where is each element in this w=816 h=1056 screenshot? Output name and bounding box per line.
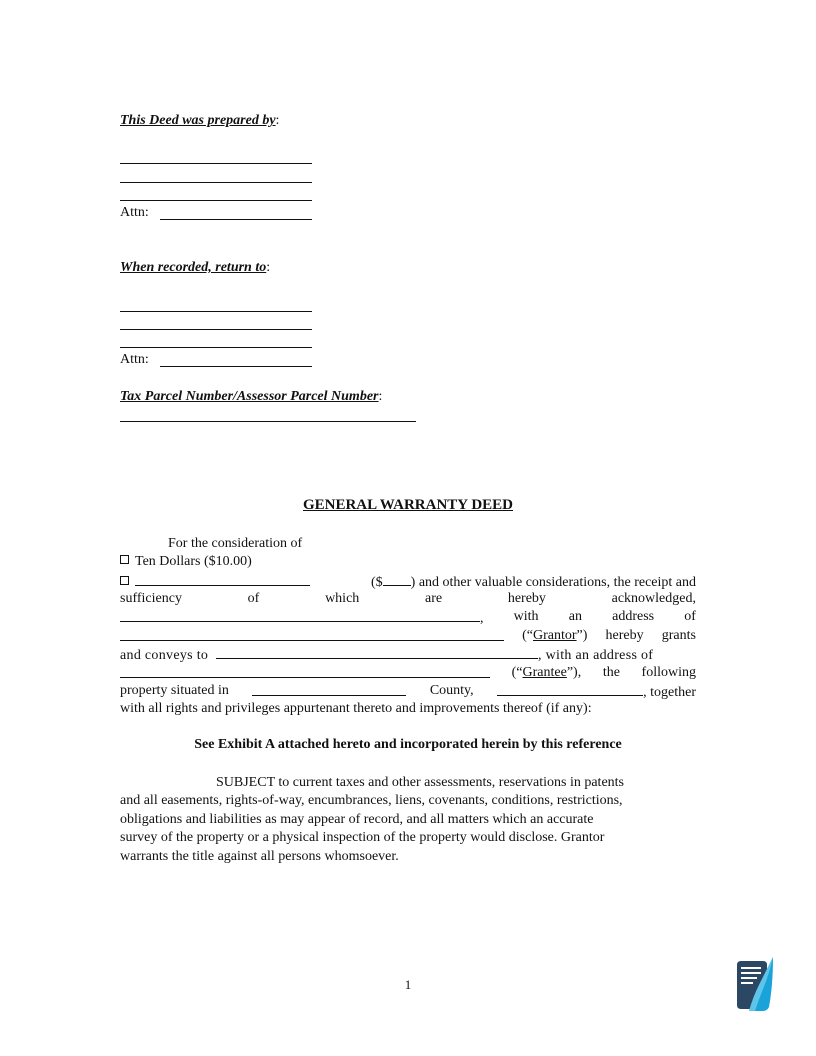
word: the [602,665,620,680]
consideration-description-blank[interactable] [135,572,310,586]
word: which [325,591,360,606]
deed-line-3 [120,608,696,626]
amount-open: ($ [370,575,383,590]
return-to-attn-line[interactable] [160,366,312,367]
subject-line-4: survey of the property or a physical inspection of the property would disclose. Grantor [120,830,605,845]
formspal-logo-icon [733,955,775,1013]
return-to-line-1[interactable] [120,311,312,312]
option-ten-dollars-checkbox[interactable] [120,555,129,564]
parcel-heading-text: Tax Parcel Number/Assessor Parcel Number [120,389,379,404]
subject-line-2: and all easements, rights-of-way, encumbrances, liens, covenants, conditions, restrictions, [120,793,623,808]
deed-line-2 [120,590,696,608]
parcel-colon: : [378,389,383,404]
exhibit-reference: See Exhibit A attached hereto and incorporated herein by this reference [194,737,622,752]
return-to-line-2[interactable] [120,329,312,330]
subject-line-1: SUBJECT to current taxes and other assessments, reservations in patents [216,775,624,790]
property-situated-text: property situated in [120,683,229,698]
parcel-heading [120,389,382,405]
grantor-label: Grantor [533,628,577,643]
grantor-name-blank[interactable] [120,608,480,622]
return-to-attn-label: Attn: [120,352,149,367]
conveys-text: and conveys to [120,648,209,663]
together-text: , together [643,685,696,700]
word: with [513,609,539,624]
deed-line-5 [120,645,696,663]
parcel-number-line[interactable] [120,421,416,422]
return-to-line-3[interactable] [120,347,312,348]
grantee-address-blank[interactable] [120,664,490,678]
word: hereby [507,591,546,606]
deed-line-7 [120,682,696,700]
quote-close: ”), [566,665,582,680]
word: grants [661,628,696,643]
word: following [641,665,696,680]
deed-title: GENERAL WARRANTY DEED [302,497,514,513]
quote-close: ”) [576,628,588,643]
prepared-by-attn-label: Attn: [120,205,149,220]
consideration-text: ) and other valuable considerations, the receipt and [410,575,696,590]
prepared-by-line-1[interactable] [120,163,312,164]
option-ten-dollars-label: Ten Dollars ($10.00) [135,554,252,569]
prepared-by-attn-line[interactable] [160,219,312,220]
word: hereby [605,628,644,643]
return-to-heading-text: When recorded, return to [120,260,267,275]
subject-line-5: warrants the title against all persons whomsoever. [120,849,399,864]
word: acknowledged, [611,591,696,606]
prepared-by-colon: : [275,113,280,128]
grantee-name-blank[interactable] [216,645,538,659]
option-ten-dollars-row [120,553,696,571]
county-name-blank[interactable] [252,682,406,696]
subject-line-3: obligations and liabilities as may appear of record, and all matters which an accurate [120,812,594,827]
prepared-by-heading [120,113,279,129]
grantee-label: Grantee [522,665,567,680]
word: sufficiency [120,591,182,606]
county-text: County, [429,683,474,698]
word: an [568,609,582,624]
prepared-by-heading-text: This Deed was prepared by [120,113,276,128]
return-to-heading [120,260,270,276]
word: of [684,609,696,624]
option-custom-checkbox[interactable] [120,576,129,585]
quote-open: (“ [511,665,523,680]
prepared-by-line-3[interactable] [120,200,312,201]
comma: , [480,611,484,626]
word: of [247,591,260,606]
page-number: 1 [404,977,412,992]
option-custom-row [120,572,696,590]
grantee-address-text: , with an address of [538,648,654,663]
amount-blank[interactable] [383,572,411,586]
word: are [425,591,443,606]
grantor-address-blank[interactable] [120,627,504,641]
quote-open: (“ [522,628,533,643]
prepared-by-line-2[interactable] [120,182,312,183]
word: address [612,609,655,624]
deed-line-8: with all rights and privileges appurtenant thereto and improvements thereof (if any): [120,701,592,716]
deed-line-6 [120,664,696,682]
return-to-colon: : [266,260,271,275]
consideration-intro: For the consideration of [168,536,303,551]
state-blank[interactable] [497,682,643,696]
deed-line-4 [120,627,696,645]
